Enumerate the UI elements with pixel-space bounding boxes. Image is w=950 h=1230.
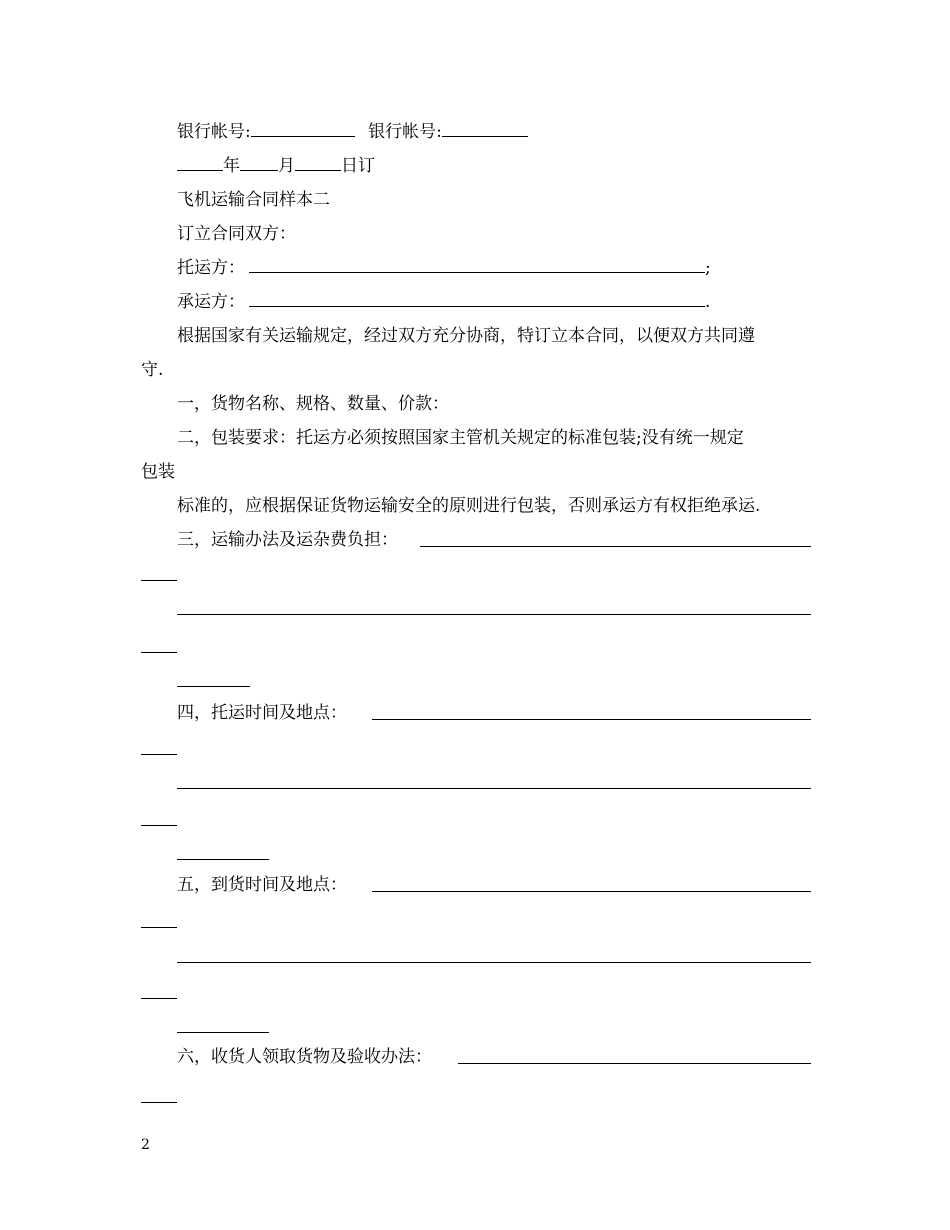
bank-account-label-1: 银行帐号: bbox=[177, 122, 251, 142]
bank-account-blank-2[interactable] bbox=[442, 121, 528, 137]
clause-4-blank[interactable] bbox=[372, 719, 811, 720]
clause-4-blank-2-tail[interactable] bbox=[141, 825, 177, 826]
bank-account-label-2: 银行帐号: bbox=[368, 122, 442, 142]
clause-5-blank-2-tail[interactable] bbox=[141, 998, 177, 999]
clause-4-blank-2[interactable] bbox=[177, 788, 811, 789]
shipper-label: 托运方： bbox=[177, 258, 245, 278]
clause-3-blank-2[interactable] bbox=[177, 614, 811, 615]
page-number: 2 bbox=[141, 1137, 150, 1153]
clause-5-blank-3[interactable] bbox=[177, 1032, 269, 1033]
clause-4-blank-3[interactable] bbox=[177, 859, 269, 860]
carrier-blank[interactable] bbox=[249, 291, 705, 307]
year-label: 年 bbox=[223, 156, 240, 176]
carrier-line bbox=[177, 291, 710, 313]
clause-5-blank[interactable] bbox=[372, 891, 811, 892]
intro-line-1: 根据国家有关运输规定，经过双方充分协商，特订立本合同，以便双方共同遵 bbox=[177, 326, 755, 346]
clause-1: 一，货物名称、规格、数量、价款： bbox=[177, 394, 449, 414]
shipper-line bbox=[177, 257, 711, 279]
clause-6-blank[interactable] bbox=[458, 1063, 811, 1064]
bank-account-line bbox=[177, 121, 528, 143]
clause-2-line-3: 标准的，应根据保证货物运输安全的原则进行包装，否则承运方有权拒绝承运. bbox=[177, 496, 761, 516]
contract-title: 飞机运输合同样本二 bbox=[177, 190, 330, 210]
day-label: 日订 bbox=[341, 156, 375, 176]
carrier-label: 承运方： bbox=[177, 292, 245, 312]
intro-line-2: 守. bbox=[141, 360, 164, 380]
clause-5-blank-2[interactable] bbox=[177, 962, 811, 963]
clause-3-blank-tail[interactable] bbox=[141, 580, 177, 581]
year-blank[interactable] bbox=[177, 155, 223, 171]
clause-3: 三，运输办法及运杂费负担： bbox=[177, 530, 398, 550]
clause-4-blank-tail[interactable] bbox=[141, 754, 177, 755]
month-label: 月 bbox=[278, 156, 295, 176]
clause-6-blank-tail[interactable] bbox=[141, 1102, 177, 1103]
date-line bbox=[177, 155, 375, 177]
month-blank[interactable] bbox=[240, 155, 278, 171]
clause-3-blank-3[interactable] bbox=[177, 686, 250, 687]
clause-5: 五，到货时间及地点： bbox=[177, 875, 347, 895]
clause-4: 四，托运时间及地点： bbox=[177, 703, 347, 723]
parties-heading: 订立合同双方： bbox=[177, 224, 296, 244]
shipper-end: ; bbox=[705, 258, 711, 278]
clause-2-line-2: 包装 bbox=[141, 462, 175, 482]
day-blank[interactable] bbox=[295, 155, 341, 171]
clause-3-blank[interactable] bbox=[420, 546, 811, 547]
clause-5-blank-tail[interactable] bbox=[141, 927, 177, 928]
clause-2-line-1: 二，包装要求：托运方必须按照国家主管机关规定的标准包装;没有统一规定 bbox=[177, 428, 744, 448]
clause-6: 六，收货人领取货物及验收办法： bbox=[177, 1047, 432, 1067]
carrier-end: . bbox=[705, 292, 711, 312]
shipper-blank[interactable] bbox=[249, 257, 705, 273]
bank-account-blank-1[interactable] bbox=[251, 121, 355, 137]
clause-3-blank-2-tail[interactable] bbox=[141, 652, 177, 653]
